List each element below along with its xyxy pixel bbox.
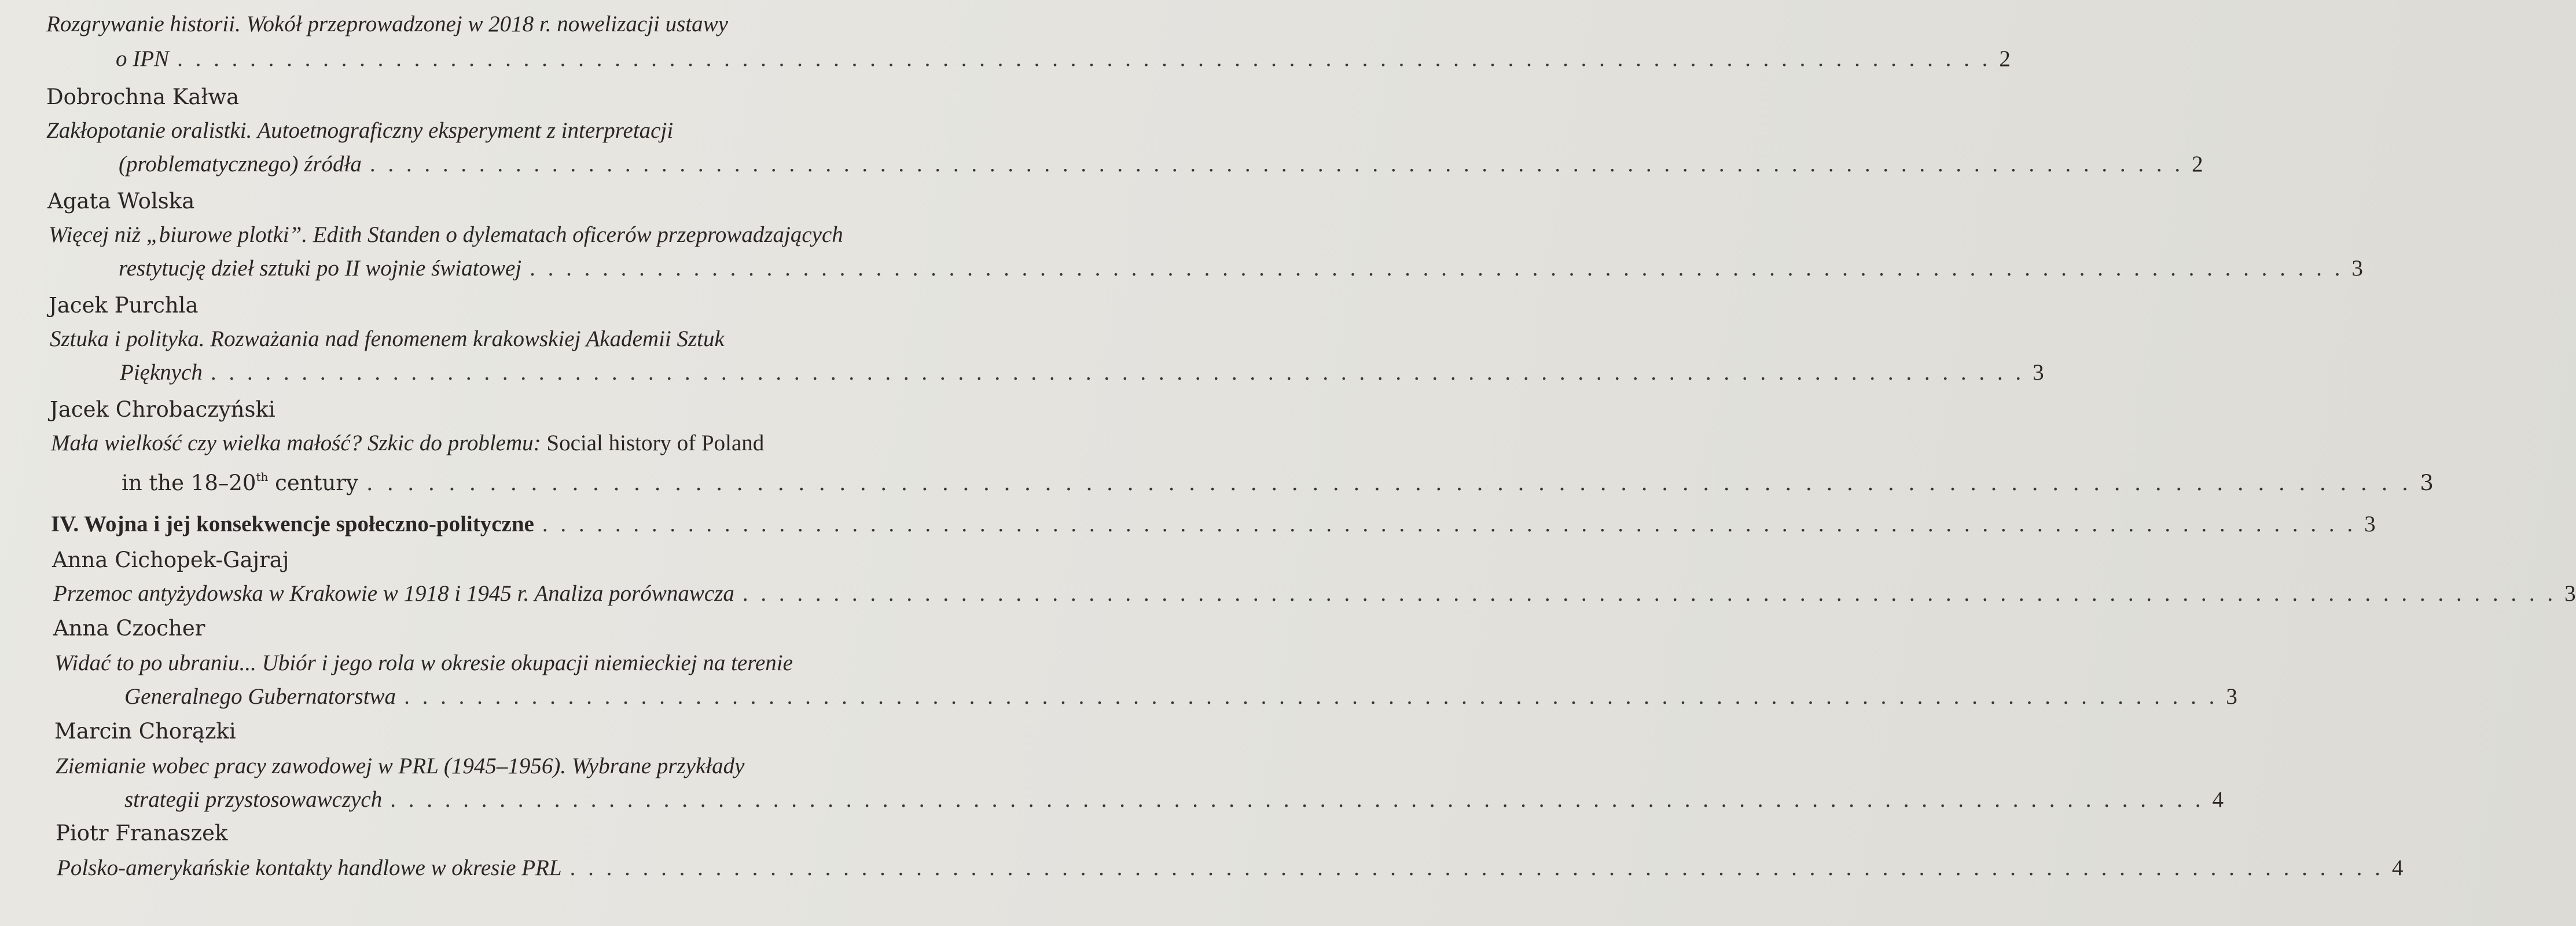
leader-dots bbox=[211, 357, 2024, 389]
author-name: Jacek Chrobaczyński bbox=[50, 397, 275, 422]
toc-title-line bbox=[57, 852, 2404, 884]
entry-title: Sztuka i polityka. Rozważania nad fenomenem krakowskiej Akademii Sztuk bbox=[50, 326, 725, 351]
entry-title: Widać to po ubraniu... Ubiór i jego rola w okresie okupacji niemieckiej na terenie bbox=[54, 651, 793, 675]
entry-title: Generalnego Gubernatorstwa bbox=[124, 684, 396, 709]
entry-title-part: in the 18–20 bbox=[122, 471, 256, 495]
toc-title-continuation bbox=[120, 357, 2044, 389]
toc-author bbox=[56, 817, 924, 850]
author-name: Anna Cichopek-Gajraj bbox=[52, 547, 289, 572]
page-number: 2 bbox=[1999, 46, 2011, 71]
entry-title: Więcej niż „biurowe plotki”. Edith Standen o dylematach oficerów przeprowadzających bbox=[49, 222, 843, 247]
page-number: 4 bbox=[2391, 855, 2404, 880]
leader-dots bbox=[366, 467, 2412, 499]
author-name: Jacek Purchla bbox=[49, 293, 199, 318]
toc-title-line bbox=[49, 219, 917, 251]
page-number: 3 bbox=[2351, 256, 2363, 281]
toc-author bbox=[53, 612, 921, 645]
page-number: 2 bbox=[2192, 152, 2203, 177]
toc-author bbox=[47, 185, 916, 218]
page-number: 3 bbox=[2420, 471, 2434, 495]
toc-title-continuation bbox=[116, 43, 2011, 75]
toc-author bbox=[46, 81, 914, 113]
entry-title: strategii przystosowawczych bbox=[124, 787, 383, 812]
entry-title: restytucję dzieł sztuki po II wojnie światowej bbox=[119, 256, 522, 281]
author-name: Agata Wolska bbox=[47, 189, 195, 214]
toc-title-line bbox=[54, 647, 923, 679]
toc-title-line bbox=[56, 750, 924, 782]
author-name: Dobrochna Kałwa bbox=[46, 84, 240, 109]
toc-title-continuation bbox=[124, 681, 2237, 713]
page-number: 3 bbox=[2364, 512, 2376, 537]
toc-title-line bbox=[50, 323, 918, 355]
toc-title-line bbox=[46, 115, 914, 147]
page-number: 3 bbox=[2564, 581, 2576, 606]
toc-author bbox=[52, 544, 920, 576]
entry-title: Ziemianie wobec pracy zawodowej w PRL (1945–1956). Wybrane przykłady bbox=[56, 754, 745, 778]
entry-title: Rozgrywanie historii. Wokół przeprowadzonej w 2018 r. nowelizacji ustawy bbox=[46, 12, 728, 36]
author-name: Anna Czocher bbox=[53, 616, 205, 641]
leader-dots bbox=[542, 508, 2356, 541]
toc-title-continuation bbox=[122, 461, 2434, 495]
author-name: Piotr Franaszek bbox=[56, 821, 228, 846]
entry-title-part: century bbox=[268, 471, 358, 495]
toc-author bbox=[50, 394, 918, 426]
entry-title: Polsko-amerykańskie kontakty handlowe w okresie PRL bbox=[57, 855, 562, 880]
toc-title-line bbox=[46, 8, 914, 41]
leader-dots bbox=[404, 681, 2218, 713]
page-number: 4 bbox=[2212, 787, 2224, 812]
leader-dots bbox=[743, 578, 2556, 610]
section-title: IV. Wojna i jej konsekwencje społeczno-polityczne bbox=[51, 512, 534, 537]
leader-dots bbox=[370, 148, 2184, 181]
entry-title: (problematycznego) źródła bbox=[119, 152, 362, 177]
toc-author bbox=[54, 715, 923, 748]
toc-title-continuation bbox=[119, 252, 2363, 285]
entry-title-italic: Mała wielkość czy wielka małość? Szkic do problemu: bbox=[51, 431, 547, 455]
toc-section-heading bbox=[51, 508, 2376, 541]
entry-title bbox=[122, 461, 358, 499]
leader-dots bbox=[390, 784, 2204, 816]
leader-dots bbox=[570, 852, 2384, 884]
leader-dots bbox=[177, 43, 1991, 75]
entry-title: o IPN bbox=[116, 46, 170, 71]
toc-title-continuation bbox=[119, 148, 2203, 181]
entry-title: Przemoc antyżydowska w Krakowie w 1918 i 1945 r. Analiza porównawcza bbox=[53, 581, 734, 606]
toc-title-line bbox=[53, 578, 2576, 610]
toc-author bbox=[49, 289, 917, 322]
page-number: 3 bbox=[2226, 684, 2237, 709]
toc-title-line bbox=[51, 427, 919, 460]
page-number: 3 bbox=[2033, 360, 2044, 385]
toc-title-continuation bbox=[124, 784, 2224, 816]
superscript: th bbox=[256, 470, 269, 484]
author-name: Marcin Chorązki bbox=[54, 719, 236, 744]
leader-dots bbox=[530, 252, 2343, 285]
entry-title: Pięknych bbox=[120, 360, 203, 385]
entry-title-roman: Social history of Poland bbox=[546, 431, 765, 455]
entry-title: Zakłopotanie oralistki. Autoetnograficzny eksperyment z interpretacji bbox=[46, 118, 674, 143]
